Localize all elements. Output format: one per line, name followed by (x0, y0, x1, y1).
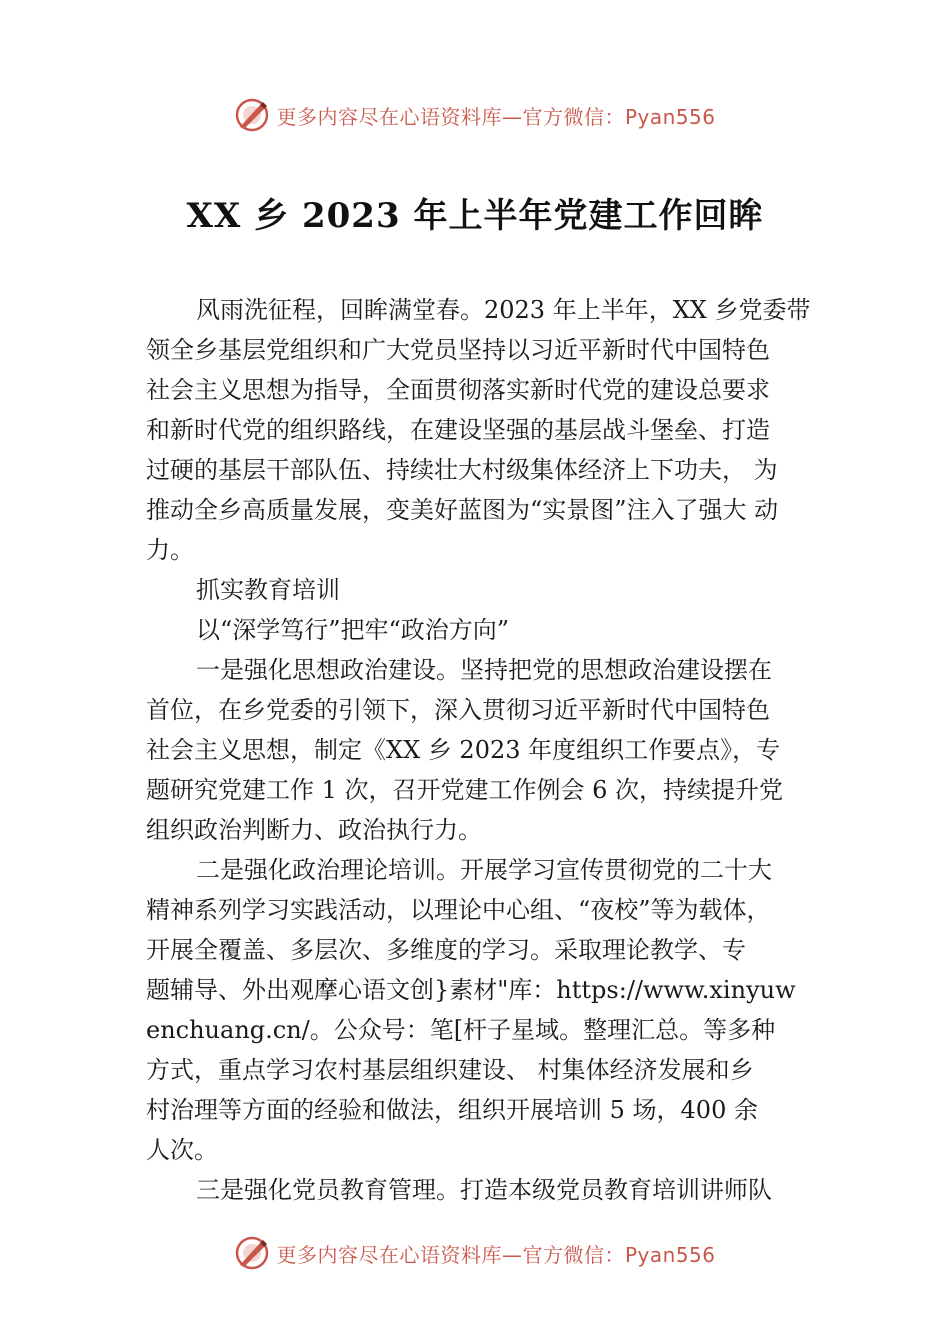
paragraph-line: 社会主义思想，制定《XX 乡 2023 年度组织工作要点》，专 (146, 736, 781, 764)
paragraph-line: 题辅导、外出观摩心语文创}素材"库：https://www.xinyuw (146, 976, 796, 1004)
paragraph-line: 三是强化党员教育管理。打造本级党员教育培训讲师队 (196, 1176, 772, 1204)
paragraph-line: 社会主义思想为指导，全面贯彻落实新时代党的建设总要求 (146, 376, 770, 404)
paragraph-line: 开展全覆盖、多层次、多维度的学习。采取理论教学、专 (146, 936, 746, 964)
watermark-text: 更多内容尽在心语资料库—官方微信：Pyan556 (276, 104, 716, 129)
paragraph-line: 力。 (146, 536, 194, 564)
paragraph-line: 一是强化思想政治建设。坚持把党的思想政治建设摆在 (196, 656, 772, 684)
subsection-heading: 以“深学笃行”把牢“政治方向” (196, 616, 510, 644)
watermark-text: 更多内容尽在心语资料库—官方微信：Pyan556 (276, 1242, 716, 1267)
section-heading: 抓实教育培训 (196, 576, 340, 604)
paragraph-line: 首位，在乡党委的引领下，深入贯彻习近平新时代中国特色 (146, 696, 770, 724)
pen-logo-icon (234, 1235, 270, 1271)
paragraph-line: 村治理等方面的经验和做法，组织开展培训 5 场，400 余 (146, 1096, 758, 1124)
paragraph-line: 领全乡基层党组织和广大党员坚持以习近平新时代中国特色 (146, 336, 770, 364)
paragraph-line: 过硬的基层干部队伍、持续壮大村级集体经济上下功夫， 为 (146, 456, 778, 484)
paragraph-line: 精神系列学习实践活动，以理论中心组、“夜校”等为载体， (146, 896, 771, 924)
document-title: XX 乡 2023 年上半年党建工作回眸 (186, 196, 764, 236)
paragraph-line: 和新时代党的组织路线，在建设坚强的基层战斗堡垒、打造 (146, 416, 770, 444)
paragraph-line: 推动全乡高质量发展，变美好蓝图为“实景图”注入了强大 动 (146, 496, 779, 524)
watermark-banner-bottom (0, 1233, 950, 1273)
pen-logo-icon (234, 97, 270, 133)
paragraph-line: 题研究党建工作 1 次，召开党建工作例会 6 次，持续提升党 (146, 776, 784, 804)
paragraph-line: enchuang.cn/。公众号：笔[杆子星域。整理汇总。等多种 (146, 1016, 776, 1044)
paragraph-line: 人次。 (146, 1136, 218, 1164)
watermark-banner-top (0, 95, 950, 135)
document-body (146, 290, 846, 1210)
paragraph-line: 方式，重点学习农村基层组织建设、 村集体经济发展和乡 (146, 1056, 754, 1084)
paragraph-line: 二是强化政治理论培训。开展学习宣传贯彻党的二十大 (196, 856, 772, 884)
paragraph-line: 组织政治判断力、政治执行力。 (146, 816, 482, 844)
paragraph-line: 风雨洗征程，回眸满堂春。2023 年上半年，XX 乡党委带 (196, 296, 811, 324)
